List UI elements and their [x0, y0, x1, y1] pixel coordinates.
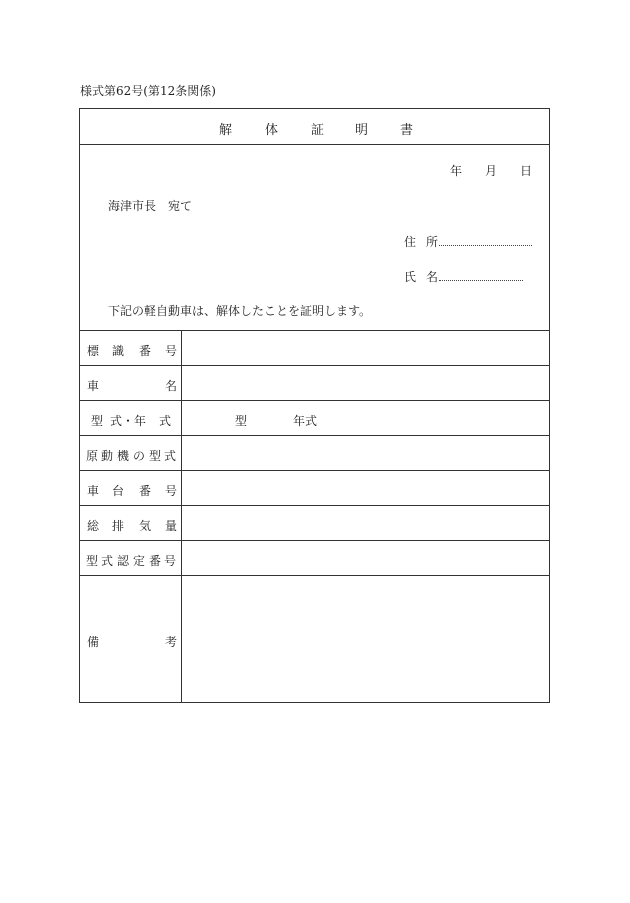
engine-model-field[interactable] [182, 436, 549, 470]
title-char: 体 [265, 123, 279, 138]
plate-number-label: 標 識 番 号 [80, 331, 182, 365]
row-type-approval [80, 541, 549, 576]
address-label-char: 住 [404, 235, 417, 249]
displacement-label: 総 排 気 量 [80, 506, 182, 540]
year-value-label: 年式 [293, 414, 318, 428]
type-approval-label: 型 式 認 定 番 号 [80, 541, 182, 575]
type-approval-field[interactable] [182, 541, 549, 575]
row-plate-number [80, 331, 549, 366]
chassis-number-field[interactable] [182, 471, 549, 505]
date-day: 日 [520, 164, 533, 178]
date-month: 月 [485, 164, 498, 178]
row-remarks [80, 576, 549, 702]
row-model-year [80, 401, 549, 436]
addressee: 海津市長 宛て [108, 199, 193, 213]
model-year-label: 型 式・年 式 [80, 401, 182, 435]
title-char: 解 [219, 123, 233, 138]
plate-number-field[interactable] [182, 331, 549, 365]
remarks-field[interactable] [182, 576, 549, 702]
statement: 下記の軽自動車は、解体したことを証明します。 [108, 304, 372, 318]
row-chassis-number [80, 471, 549, 506]
displacement-field[interactable] [182, 506, 549, 540]
name-label-char: 名 [426, 270, 439, 284]
row-engine-model [80, 436, 549, 471]
car-name-field[interactable] [182, 366, 549, 400]
row-displacement [80, 506, 549, 541]
model-value-label: 型 [235, 414, 248, 428]
header-block [80, 145, 549, 331]
certificate-form [79, 108, 550, 703]
form-title [80, 109, 549, 145]
form-number: 様式第62号(第12条関係) [80, 84, 216, 98]
remarks-label: 備 考 [80, 576, 182, 702]
address-line[interactable] [439, 245, 532, 246]
title-char: 書 [400, 123, 414, 138]
title-char: 明 [355, 123, 369, 138]
name-label-char: 氏 [404, 270, 417, 284]
address-label-char: 所 [426, 235, 439, 249]
row-car-name [80, 366, 549, 401]
engine-model-label: 原 動 機 の 型 式 [80, 436, 182, 470]
title-char: 証 [311, 123, 325, 138]
car-name-label: 車 名 [80, 366, 182, 400]
chassis-number-label: 車 台 番 号 [80, 471, 182, 505]
name-line[interactable] [439, 280, 523, 281]
model-year-field[interactable] [182, 401, 549, 435]
date-year: 年 [450, 164, 463, 178]
